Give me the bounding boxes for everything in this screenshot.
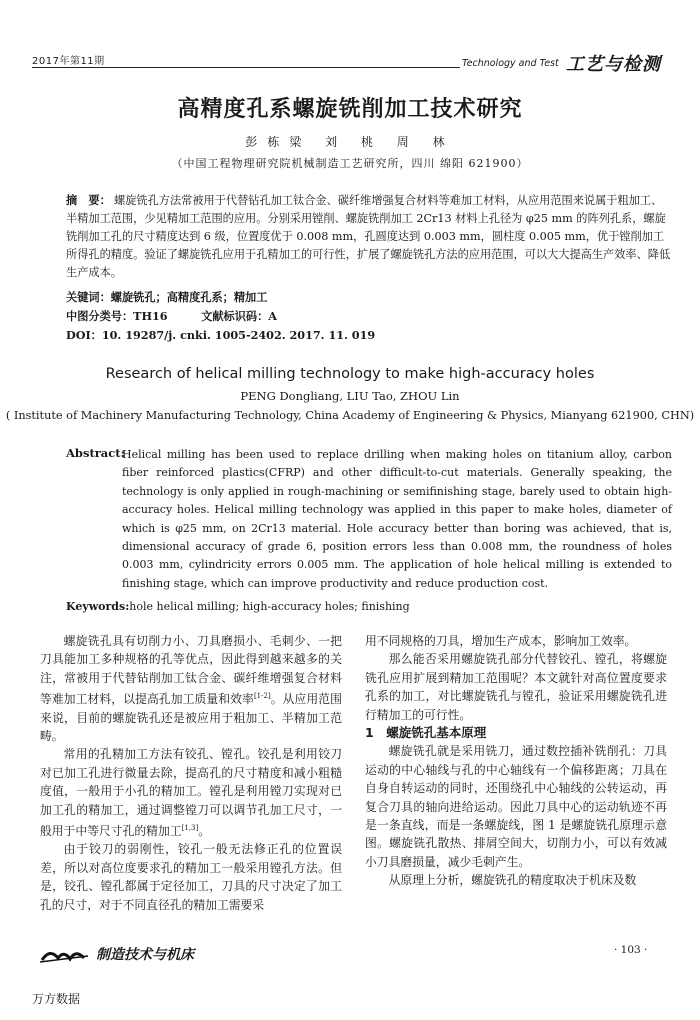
logo-text: 制造技术与机床 xyxy=(96,947,194,963)
issue-label: 2017年第11期 xyxy=(32,56,105,67)
citation[interactable]: [1-2] xyxy=(253,692,271,701)
body-paragraph: 常用的孔精加工方法有铰孔、镗孔。铰孔是利用铰刀对已加工孔进行微量去除，提高孔的尺寸精度和减小粗糙度值，一般用于小孔的精加工。镗孔是利用镗刀实现对已加工孔的精加工，通过调整镗刀可以调节孔加工尺寸，一般用于中等尺寸孔的精加工[1,3]。 xyxy=(40,747,342,838)
citation[interactable]: [1,3] xyxy=(181,823,199,832)
header-rule xyxy=(32,67,460,68)
section-brand: 工艺与检测 xyxy=(566,54,661,75)
abstract-cn-label: 摘 要： xyxy=(66,194,111,207)
body-paragraph: 螺旋铣孔就是采用铣刀，通过数控插补铣削孔：刀具运动的中心轴线与孔的中心轴线有一个偏移距离；刀具在自身自转运动的同时，还围绕孔中心轴线的公转运动，再复合刀具的轴向进给运动。因此刀具中心的运动轨迹不再是一条直线，而是一条螺旋线，图 1 是螺旋铣孔原理示意图。螺旋铣孔散热、排屑空间大，切削力小，可以有效减小刀具磨损量，减少毛刺产生。 xyxy=(365,744,667,869)
body-paragraph: 从原理上分析，螺旋铣孔的精度取决于机床及数 xyxy=(388,873,637,888)
body-column-left xyxy=(40,632,342,914)
body-paragraph: 用不同规格的刀具，增加生产成本，影响加工效率。 xyxy=(365,634,637,648)
abstract-cn xyxy=(66,192,672,282)
keywords-en-text: hole helical milling; high-accuracy holes; finishing xyxy=(129,600,410,613)
affiliation-cn: （中国工程物理研究院机械制造工艺研究所，四川 绵阳 621900） xyxy=(171,157,529,170)
body-paragraph: 由于铰刀的弱刚性，铰孔一般无法修正孔的位置误差，所以对高位度要求孔的精加工一般采用镗孔方法。但是，铰孔、镗孔都属于定径加工，刀具的尺寸决定了加工孔的尺寸，对于不同直径孔的精加工需要采 xyxy=(40,842,342,912)
classification: 中图分类号：TH16 文献标识码：A xyxy=(66,309,277,323)
page-number: · 103 · xyxy=(614,944,648,956)
authors-cn: 彭栋梁 刘 桃 周 林 xyxy=(245,135,455,149)
journal-logo xyxy=(40,944,200,966)
doi: DOI：10. 19287/j. cnki. 1005-2402. 2017. 11. 019 xyxy=(66,328,376,342)
keywords-en-label: Keywords: xyxy=(66,600,130,613)
section-heading: 1 螺旋铣孔基本原理 xyxy=(365,725,487,741)
paper-title: 高精度孔系螺旋铣削加工技术研究 xyxy=(177,97,523,122)
paper-title-en: Research of helical milling technology to make high-accuracy holes xyxy=(105,366,595,382)
affiliation-en: ( Institute of Machinery Manufacturing Technology, China Academy of Engineering & Physics, Mianyang 621900, CHN) xyxy=(5,409,695,422)
keywords-en xyxy=(66,600,410,613)
watermark: 万方数据 xyxy=(32,992,81,1006)
body-column-right xyxy=(365,632,667,890)
journal-name: Technology and Test xyxy=(462,58,559,69)
authors-en: PENG Dongliang, LIU Tao, ZHOU Lin xyxy=(240,389,460,403)
keywords-cn: 关键词：螺旋铣孔；高精度孔系；精加工 xyxy=(66,290,268,304)
abstract-en-label: Abstract: xyxy=(66,446,125,460)
body-paragraph: 那么能否采用螺旋铣孔部分代替铰孔、镗孔，将螺旋铣孔应用扩展到精加工范围呢？本文就针对高位置度要求孔系的加工，对比螺旋铣孔与镗孔，验证采用螺旋铣孔进行精加工的可行性。 xyxy=(365,652,667,722)
abstract-cn-text: 螺旋铣孔方法常被用于代替钻孔加工钛合金、碳纤维增强复合材料等难加工材料，从应用范围来说属于粗加工、半精加工范围，少见精加工范围的应用。分别采用镗削、螺旋铣削加工 2Cr13 材料上孔径为 φ25 mm 的阵列孔系，螺旋铣削加工孔的尺寸精度达到 6 级，位置度优于 0.008 mm，孔圆度达到 0.003 mm，圆柱度 0.005 mm，优于镗削加工所得孔的精度。验证了螺旋铣孔应用于孔精加工的可行性，扩展了螺旋铣孔方法的应用范围，可以大大提高生产效率、降低生产成本。 xyxy=(66,194,671,279)
body-paragraph: 螺旋铣孔具有切削力小、刀具磨损小、毛刺少、一把刀具能加工多种规格的孔等优点，因此得到越来越多的关注，常被用于代替钻削加工钛合金、碳纤维增强复合材料等难加工材料，以提高孔加工质量和效率[1-2]。从应用范围来说，目前的螺旋铣孔还是被应用于粗加工、半精加工范畴。 xyxy=(40,634,342,743)
abstract-en-text: Helical milling has been used to replace drilling when making holes on titanium alloy, carbon fiber reinforced plastics(CFRP) and other difficult-to-cut materials. Generally speaking, the technology is only applied in rough-machining or semifinishing stage, barely used to obtain high-accuracy holes. Helical milling technology was applied in this paper to make holes, diameter of which is φ25 mm, on 2Cr13 material. Hole accuracy better than boring was achieved, that is, dimensional accuracy of grade 6, position errors less than 0.008 mm, the roundness of holes 0.003 mm, cylindricity errors 0.005 mm. The application of hole helical milling is extended to finishing stage, which can improve productivity and reduce production cost. xyxy=(122,448,672,590)
